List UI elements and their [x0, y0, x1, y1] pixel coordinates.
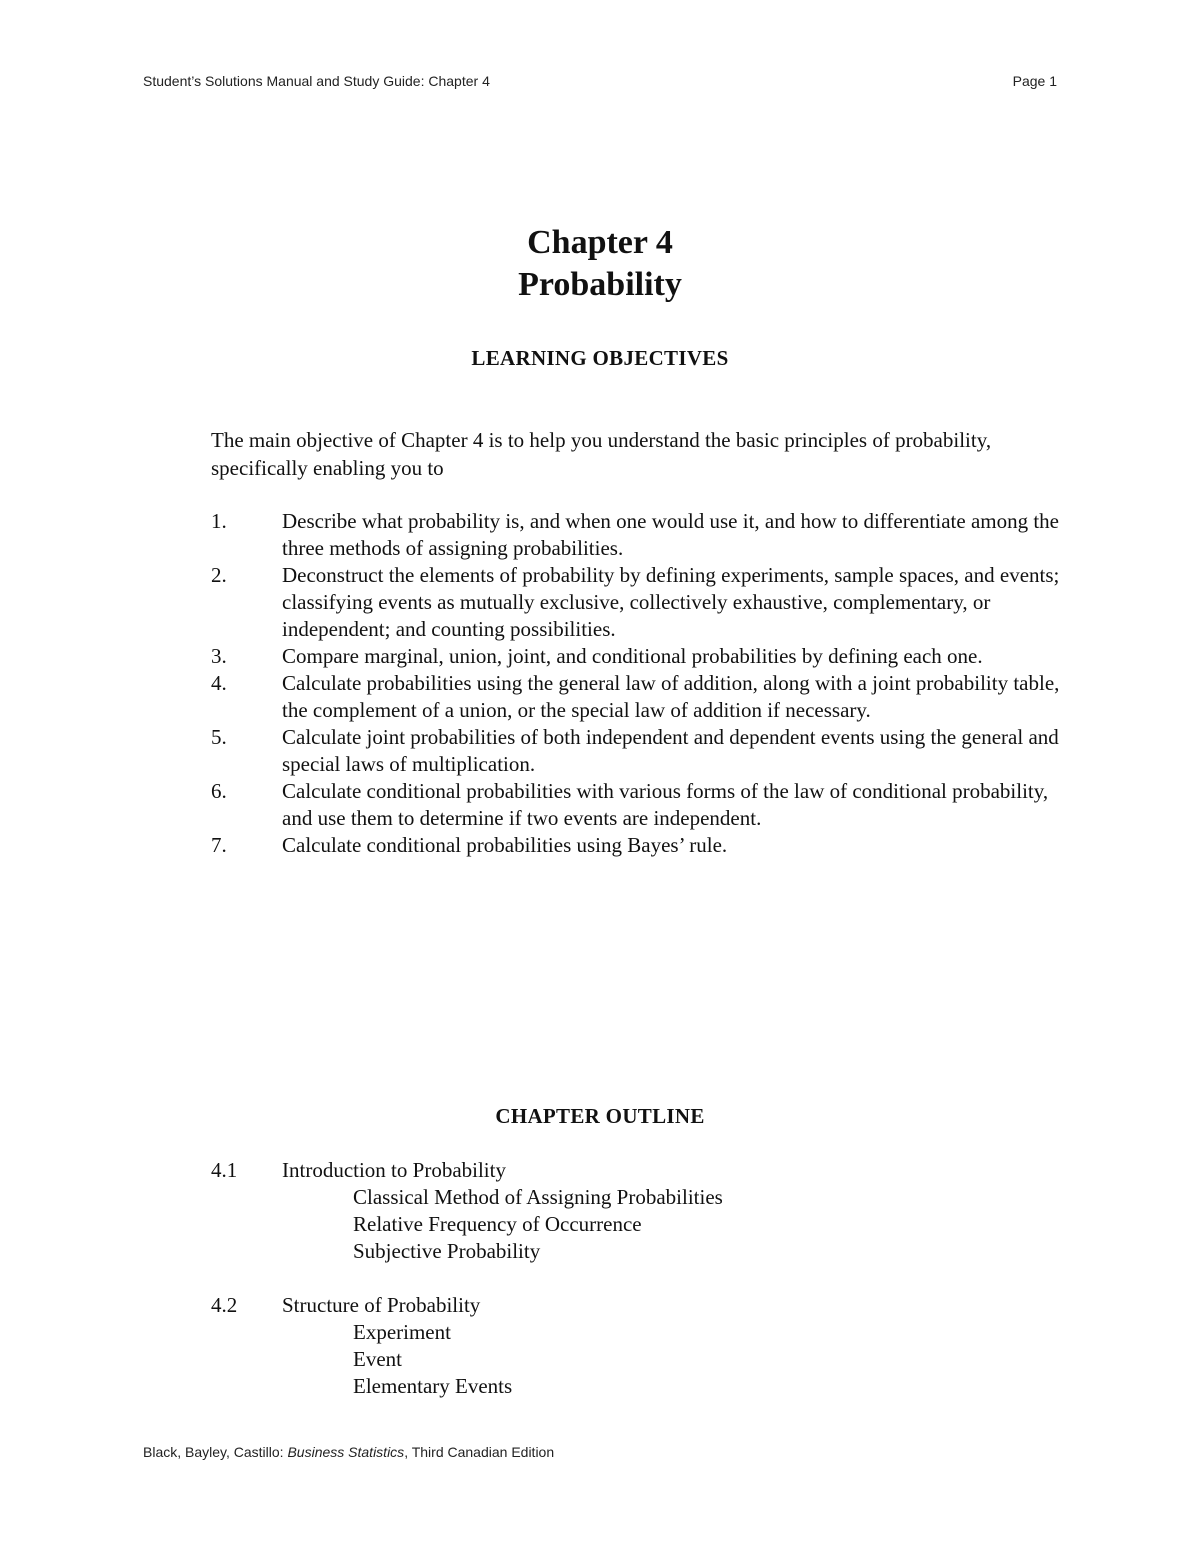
objective-text: Calculate conditional probabilities using Bayes’ rule.	[282, 833, 728, 857]
learning-objectives-heading: LEARNING OBJECTIVES	[471, 346, 729, 370]
outline-subtopic: Relative Frequency of Occurrence	[353, 1212, 642, 1236]
running-header-title: Student’s Solutions Manual and Study Guide: Chapter 4	[143, 73, 490, 89]
chapter-outline-heading: CHAPTER OUTLINE	[495, 1104, 705, 1128]
objective-number: 5.	[211, 725, 227, 749]
objective-item	[211, 724, 1071, 778]
objectives-list	[211, 508, 1071, 859]
outline-section	[211, 1157, 1011, 1265]
outline-subtopic: Event	[353, 1347, 402, 1371]
outline-section-header	[211, 1157, 1011, 1184]
outline-subtopic: Subjective Probability	[353, 1239, 541, 1263]
outline-subtopic: Classical Method of Assigning Probabilities	[353, 1185, 723, 1209]
objective-number: 1.	[211, 509, 227, 533]
objective-number: 6.	[211, 779, 227, 803]
footer-book-title: Business Statistics	[287, 1444, 405, 1460]
objective-item	[211, 670, 1071, 724]
objective-text: Describe what probability is, and when one would use it, and how to differentiate among the three methods of assigning probabilities.	[282, 509, 1059, 560]
chapter-number-title: Chapter 4	[527, 224, 673, 261]
outline-section-number: 4.1	[211, 1158, 238, 1182]
objective-text: Deconstruct the elements of probability by defining experiments, sample spaces, and events; classifying events as mutually exclusive, collectively exhaustive, complementary, or independent; and counting possibilities.	[282, 563, 1060, 641]
objective-text: Calculate probabilities using the general law of addition, along with a joint probability table, the complement of a union, or the special law of addition if necessary.	[282, 671, 1060, 722]
footer-authors: Black, Bayley, Castillo:	[143, 1444, 288, 1460]
objective-item	[211, 562, 1071, 643]
objective-item	[211, 643, 1071, 670]
objective-number: 2.	[211, 563, 227, 587]
running-footer	[143, 1444, 554, 1460]
outline-subtopic: Elementary Events	[353, 1374, 513, 1398]
objective-item	[211, 832, 1071, 859]
objective-text: Compare marginal, union, joint, and conditional probabilities by defining each one.	[282, 644, 983, 668]
outline-section-title: Structure of Probability	[282, 1293, 481, 1317]
objective-item	[211, 778, 1071, 832]
objective-number: 3.	[211, 644, 227, 668]
objectives-intro-paragraph: The main objective of Chapter 4 is to help you understand the basic principles of probability, specifically enabling you to	[211, 428, 992, 480]
objective-number: 7.	[211, 833, 227, 857]
objective-number: 4.	[211, 671, 227, 695]
objective-text: Calculate conditional probabilities with various forms of the law of conditional probability, and use them to determine if two events are independent.	[282, 779, 1049, 830]
objective-text: Calculate joint probabilities of both independent and dependent events using the general and special laws of multiplication.	[282, 725, 1059, 776]
outline-section-header	[211, 1292, 1011, 1319]
objective-item	[211, 508, 1071, 562]
page-number: Page 1	[1012, 73, 1057, 89]
footer-edition: , Third Canadian Edition	[404, 1444, 555, 1460]
outline-subtopic: Experiment	[353, 1320, 451, 1344]
outline-section-title: Introduction to Probability	[282, 1158, 506, 1182]
outline-section-number: 4.2	[211, 1293, 238, 1317]
chapter-outline	[211, 1157, 1011, 1427]
chapter-name-title: Probability	[518, 266, 682, 303]
outline-section	[211, 1292, 1011, 1400]
